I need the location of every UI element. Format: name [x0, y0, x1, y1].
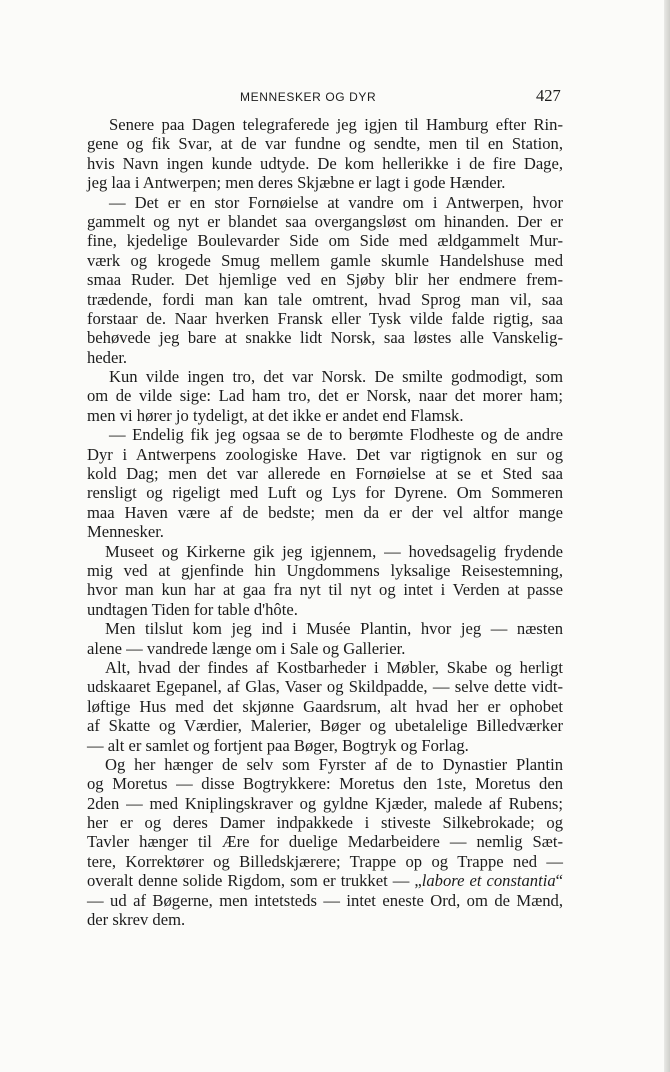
text-line: forstaar de. Naar hverken Fransk eller Tysk vilde falde rigtig, saa — [87, 308, 563, 328]
text-line: Tavler hænger til Ære for duelige Medarbeidere — nemlig Sæt- — [87, 832, 563, 852]
text-line: — alt er samlet og fortjent paa Bøger, Bogtryk og Forlag. — [87, 735, 469, 755]
text-line: smaa Ruder. Det hjemlige ved en Sjøby blir her endmere frem- — [87, 270, 563, 290]
text-line: Mennesker. — [87, 522, 164, 542]
text-line: — ud af Bøgerne, men intetsteds — intet eneste Ord, om de Mænd, — [87, 890, 563, 910]
text-line: Dyr i Antwerpens zoologiske Have. Det var rigtignok en sur og — [87, 444, 563, 464]
page-edge — [664, 0, 670, 1072]
text-line: 2den — med Kniplingskraver og gyldne Kjæder, malede af Rubens; — [87, 793, 563, 813]
text-line: Og her hænger de selv som Fyrster af de to Dynastier Plantin — [105, 754, 563, 774]
running-head: MENNESKER OG DYR — [240, 90, 377, 104]
text-line: — Endelig fik jeg ogsaa se de to berømte Flodheste og de andre — [109, 425, 563, 445]
text-line: om de vilde sige: Lad ham tro, det er Norsk, naar det morer ham; — [87, 386, 563, 406]
paragraph — [87, 755, 563, 930]
paragraph — [87, 542, 563, 620]
text-line: undtagen Tiden for table d'hôte. — [87, 599, 298, 619]
page-header — [0, 86, 670, 110]
text-line: og Moretus — disse Bogtrykkere: Moretus den 1ste, Moretus den — [87, 774, 563, 794]
text-line: der skrev dem. — [87, 910, 186, 930]
text-line: Men tilslut kom jeg ind i Musée Plantin, hvor jeg — næsten — [105, 619, 563, 639]
text-line: mig ved at gjenfinde hin Ungdommens lyksalige Reisestemning, — [87, 560, 563, 580]
text-line: Senere paa Dagen telegraferede jeg igjen til Hamburg efter Rin- — [109, 115, 563, 134]
text-line: men vi hører jo tydeligt, at det ikke er andet end Flamsk. — [87, 405, 464, 425]
text-line: her er og deres Damer indpakkede i stiveste Silkebrokade; og — [87, 813, 563, 833]
text-line: kold Dag; men det var allerede en Fornøielse at se et Sted saa — [87, 464, 563, 484]
text-line: alene — vandrede længe om i Sale og Gallerier. — [87, 638, 406, 658]
text-line: tere, Korrektører og Billedskjærere; Trappe op og Trappe ned — — [87, 851, 563, 871]
text-line: heder. — [87, 347, 128, 367]
text-line: løftige Hus med det skjønne Gaardsrum, alt hvad her er ophobet — [87, 696, 563, 716]
body-text — [87, 115, 563, 929]
text-line: fine, kjedelige Boulevarder Side om Side med ældgammelt Mur- — [87, 231, 563, 251]
text-line: værk og krogede Smug mellem gamle skumle Handelshuse med — [87, 250, 563, 270]
text-line: udskaaret Egepanel, af Glas, Vaser og Skildpadde, — selve dette vidt- — [87, 677, 563, 697]
text-line: hvor man kun har at gaa fra nyt til nyt og intet i Verden at passe — [87, 580, 563, 600]
text-line: Alt, hvad der findes af Kostbarheder i Møbler, Skabe og herligt — [105, 657, 563, 677]
text-line: Kun vilde ingen tro, det var Norsk. De smilte godmodigt, som — [109, 367, 563, 387]
text-line: gene og fik Svar, at de var fundne og sendte, men til en Station, — [87, 134, 563, 154]
page-number: 427 — [536, 86, 561, 105]
text-line: behøvede jeg bare at snakke lidt Norsk, saa løstes alle Vanskelig- — [87, 328, 563, 348]
text-line: Museet og Kirkerne gik jeg igjennem, — hovedsagelig frydende — [105, 541, 563, 561]
text-line: gammelt og nyt er blandet saa overgangsløst om hinanden. Der er — [87, 211, 563, 231]
paragraph — [87, 193, 563, 368]
text-line: — Det er en stor Fornøielse at vandre om i Antwerpen, hvor — [109, 192, 563, 212]
text-line: jeg laa i Antwerpen; men deres Skjæbne er lagt i gode Hænder. — [87, 173, 506, 193]
text-line: trædende, fordi man kan tale omtrent, hvad Sprog man vil, saa — [87, 289, 563, 309]
paragraph — [87, 115, 563, 193]
text-line: hvis Navn ingen kunde udtyde. De kom hellerikke i de fire Dage, — [87, 153, 563, 173]
text-line: overalt denne solide Rigdom, som er trukket — „labore et constantia“ — [87, 871, 563, 891]
paragraph — [87, 619, 563, 658]
paragraph — [87, 367, 563, 425]
paragraph — [87, 658, 563, 755]
paragraph — [87, 425, 563, 541]
text-line: maa Haven være af de bedste; men da er der vel altfor mange — [87, 502, 563, 522]
text-line: af Skatte og Værdier, Malerier, Bøger og ubetalelige Billedværker — [87, 716, 563, 736]
text-line: rensligt og rigeligt med Luft og Lys for Dyrene. Om Sommeren — [87, 483, 563, 503]
